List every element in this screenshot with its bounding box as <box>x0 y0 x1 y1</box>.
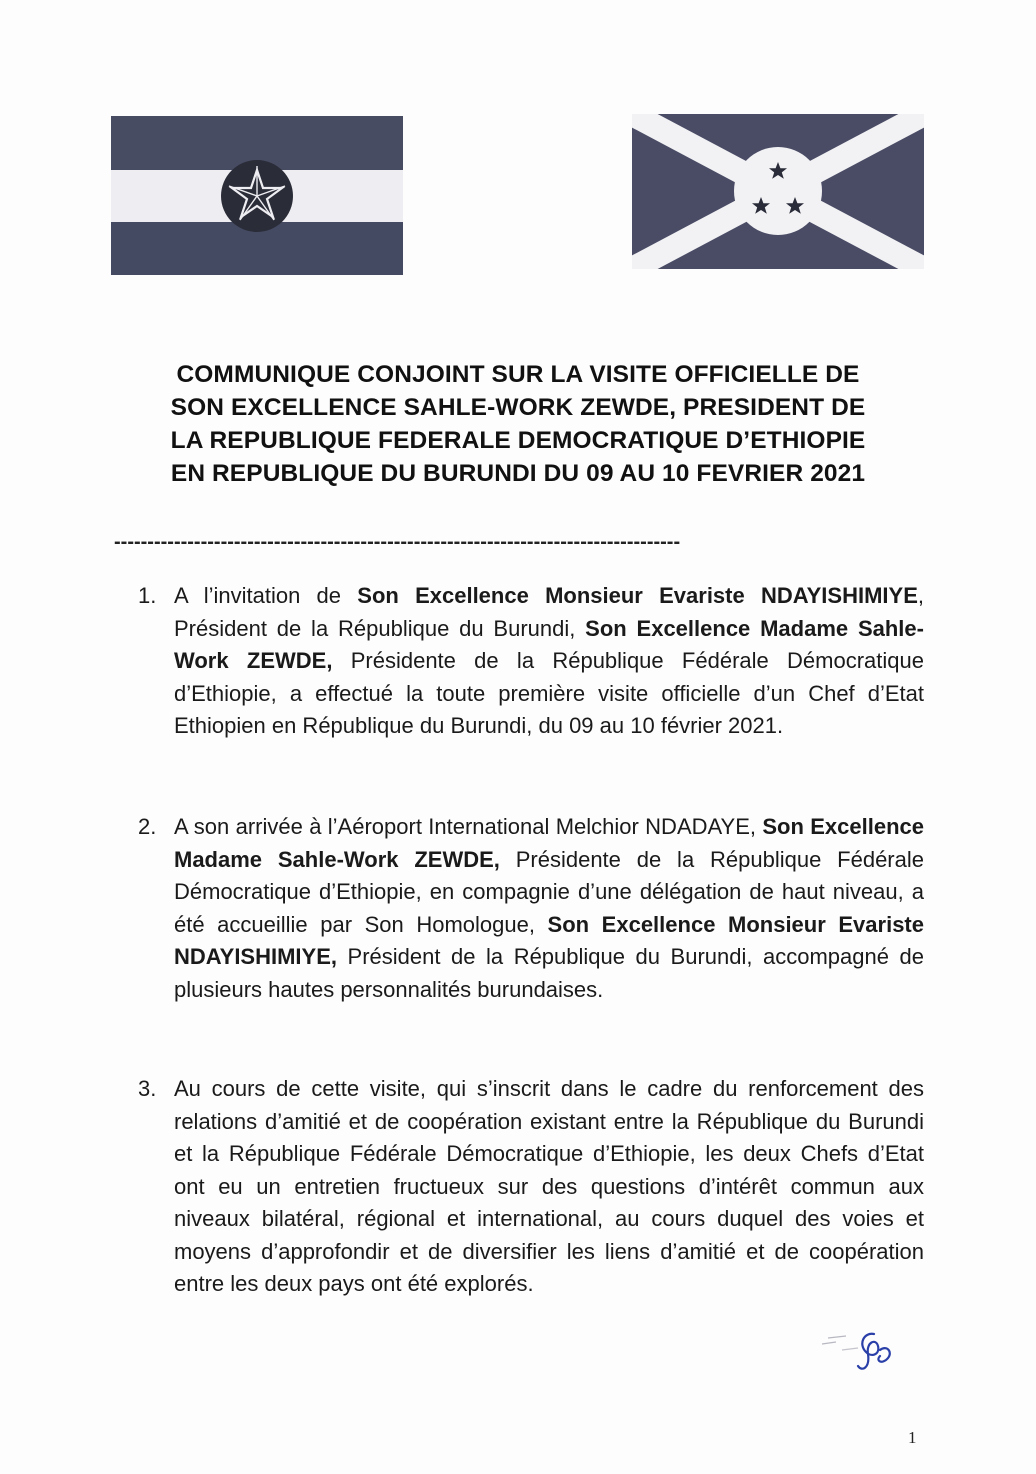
text: A son arrivée à l’Aéroport International Melchior NDADAYE, <box>174 814 763 839</box>
paragraph-2 <box>138 811 924 1006</box>
paragraph-number: 1. <box>138 583 157 608</box>
text: Au cours de cette visite, qui s’inscrit dans le cadre du renforcement des relations d’amitié et de coopération existant entre la République du Burundi et la République Fédérale Démocratique d’Ethiopie, les deux Chefs d’Etat ont eu un entretien fructueux sur des questions d’intérêt commun aux niveaux bilatéral, régional et international, au cours duquel des voies et moyens d’approfondir et de diversifier les liens d’amitié et de coopération entre les deux pays ont été explorés. <box>174 1076 924 1296</box>
paragraph-body <box>174 811 924 1006</box>
bold-text: Son Excellence Madame Sahle-Work ZEWDE, <box>174 814 924 872</box>
handwritten-initials-icon <box>818 1320 902 1376</box>
text: Présidente de la République Fédérale Démocratique d’Ethiopie, en compagnie d’une délégation de haut niveau, a été accueillie par Son Homologue, <box>174 846 924 937</box>
page-number: 1 <box>908 1428 917 1447</box>
burundi-disc <box>734 147 822 235</box>
paragraph-number: 2. <box>138 814 157 839</box>
text: , Président de la République du Burundi, <box>174 583 924 641</box>
paragraph-number: 3. <box>138 1076 157 1101</box>
dashed-separator: ------------------------------------------------------------------------------------- <box>114 531 681 553</box>
paragraph-3 <box>138 1073 924 1301</box>
bold-text: Son Excellence Monsieur Evariste NDAYISHIMIYE, <box>174 911 924 969</box>
burundi-flag <box>632 114 924 269</box>
communique-title <box>108 358 928 490</box>
ethiopia-flag <box>111 116 403 275</box>
text: Présidente de la République Fédérale Démocratique d’Ethiopie, a effectué la toute première visite officielle d’un Chef d’Etat Ethiopien en République du Burundi, du 09 au 10 février 2021. <box>174 648 924 738</box>
text: Président de la République du Burundi, accompagné de plusieurs hautes personnalités burundaises. <box>174 944 924 1002</box>
text: A l’invitation de <box>174 583 358 608</box>
title-line-3: LA REPUBLIQUE FEDERALE DEMOCRATIQUE D’ETHIOPIE <box>170 427 866 454</box>
burundi-flag-graphic <box>632 114 924 269</box>
title-line-4: EN REPUBLIQUE DU BURUNDI DU 09 AU 10 FEVRIER 2021 <box>170 460 866 487</box>
title-line-1: COMMUNIQUE CONJOINT SUR LA VISITE OFFICIELLE DE <box>176 361 860 388</box>
title-line-2: SON EXCELLENCE SAHLE-WORK ZEWDE, PRESIDENT DE <box>170 394 866 421</box>
paragraph-body <box>174 1073 924 1301</box>
ethiopia-flag-graphic <box>111 116 403 275</box>
paragraph-body <box>174 580 924 743</box>
bold-text: Son Excellence Monsieur Evariste NDAYISHIMIYE <box>357 583 918 608</box>
paragraph-1 <box>138 580 924 743</box>
bold-text: Son Excellence Madame Sahle-Work ZEWDE, <box>174 615 924 673</box>
